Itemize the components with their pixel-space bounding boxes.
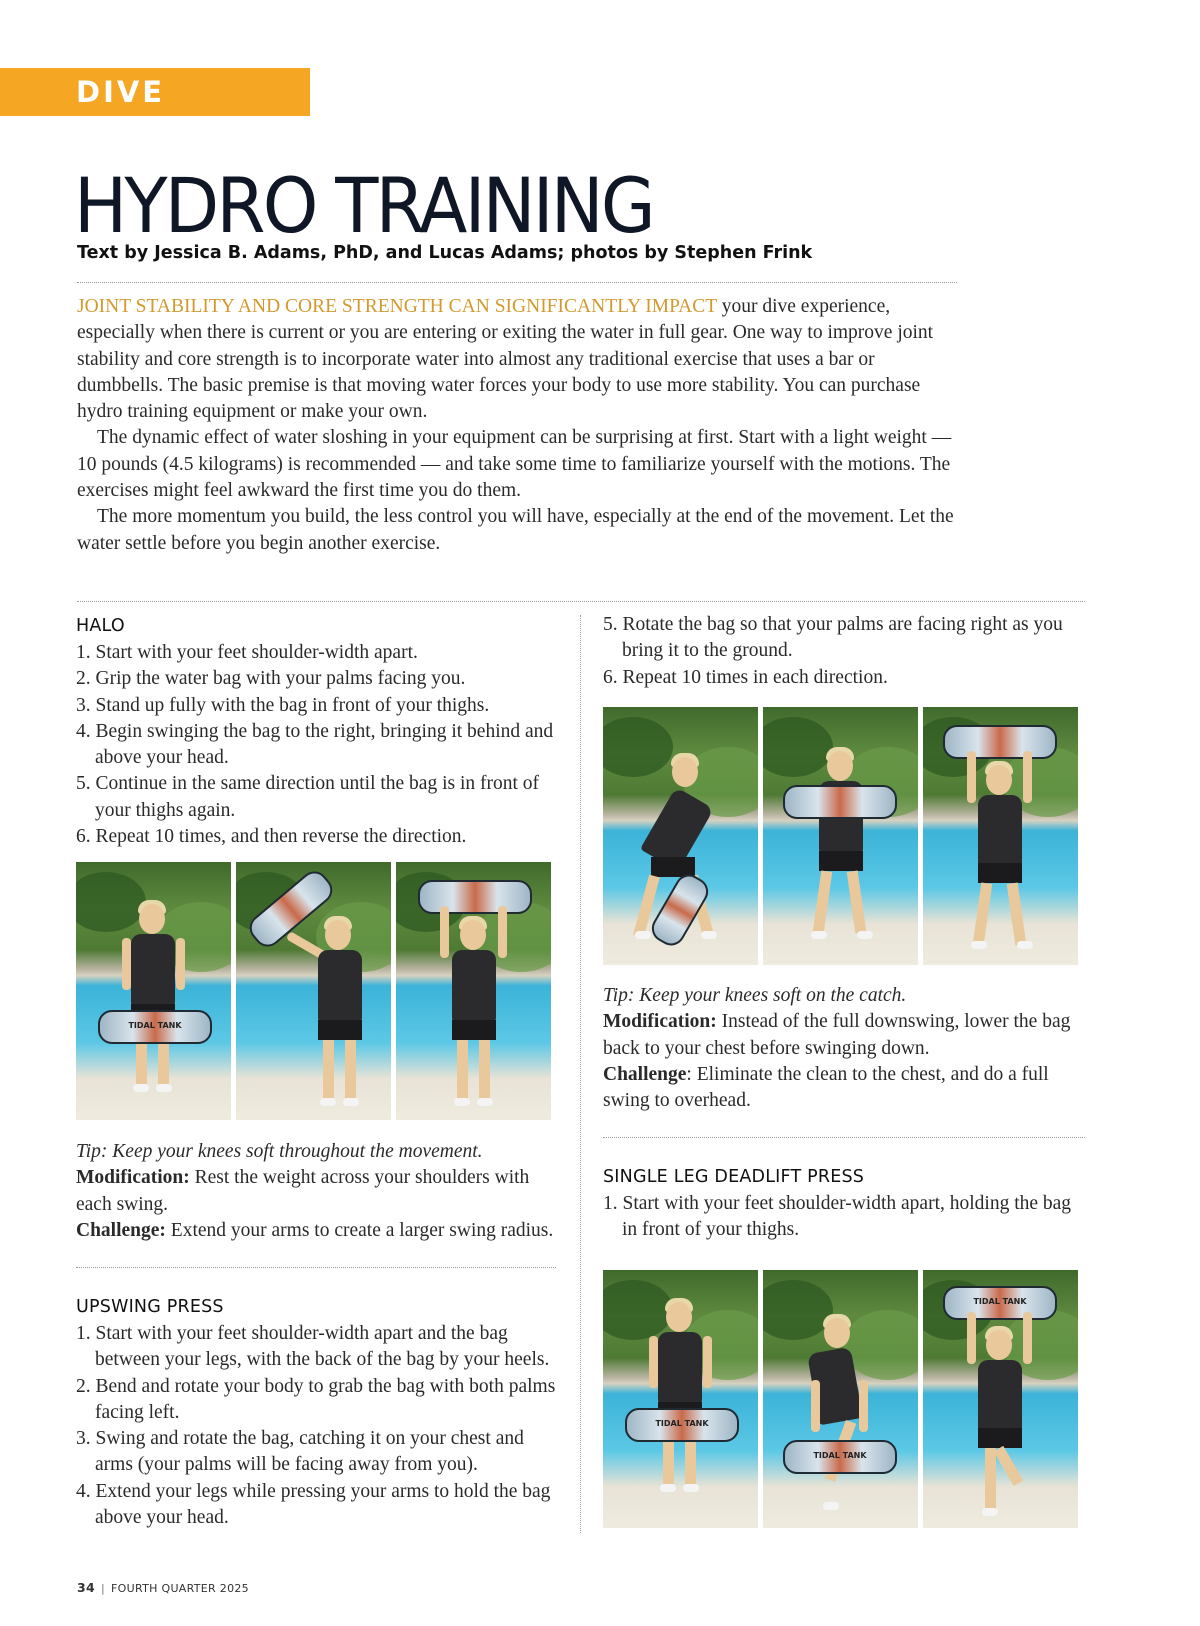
step: 2. Grip the water bag with your palms facing you. (76, 668, 466, 690)
step: 1. Start with your feet shoulder-width apart and the bag between your legs, with the back of the bag by your heels. (76, 1323, 550, 1371)
step: 4. Extend your legs while pressing your arms to hold the bag above your head. (76, 1480, 551, 1529)
page-number: 34 (77, 1580, 95, 1595)
modification: Modification: Rest the weight across your shoulders with each swing. (76, 1167, 530, 1215)
exercise-photo (763, 707, 918, 965)
divider (603, 1137, 1085, 1138)
challenge: Challenge: Eliminate the clean to the chest, and do a full swing to overhead. (603, 1063, 1049, 1112)
step: 3. Swing and rotate the bag, catching it on your chest and arms (your palms will be facing away from you). (76, 1428, 524, 1476)
exercise-photo (923, 1270, 1078, 1528)
water-bag: TIDAL TANK (98, 1010, 212, 1044)
step: 2. Bend and rotate your body to grab the bag with both palms facing left. (76, 1375, 556, 1423)
tip: Tip: Keep your knees soft throughout the movement. (76, 1141, 483, 1162)
exercise-photo (236, 862, 391, 1120)
exercise-title: UPSWING PRESS (76, 1297, 224, 1317)
article-title: HYDRO TRAINING (74, 161, 653, 250)
exercise-photo (396, 862, 551, 1120)
water-bag: TIDAL TANK (783, 1440, 897, 1474)
section-tag: DIVE FITNESS (0, 68, 310, 116)
water-bag (943, 725, 1057, 759)
divider (77, 282, 957, 283)
halo-section (76, 614, 556, 850)
intro-paragraph: The dynamic effect of water sloshing in your equipment can be surprising at first. Start with a light weight — 10 pounds (4.5 kilograms) is recommended — and take some time to familiarize yourself with the motions. The exercises might feel awkward the first time you do them. (77, 427, 952, 502)
tip: Tip: Keep your knees soft on the catch. (603, 985, 907, 1006)
step-list (603, 1191, 1083, 1244)
divider (76, 1267, 556, 1268)
intro-paragraph (77, 294, 957, 425)
exercise-photo (603, 707, 758, 965)
upswing-section (76, 1295, 556, 1531)
intro-paragraph: The more momentum you build, the less control you will have, especially at the end of the movement. Let the water settle before you begin another exercise. (77, 506, 954, 554)
step: 1. Start with your feet shoulder-width apart, holding the bag in front of your thighs. (603, 1193, 1072, 1241)
water-bag (783, 785, 897, 819)
step-list (76, 640, 556, 850)
step: 6. Repeat 10 times in each direction. (603, 666, 888, 688)
byline: Text by Jessica B. Adams, PhD, and Lucas Adams; photos by Stephen Frink (77, 243, 813, 263)
issue-label: FOURTH QUARTER 2025 (111, 1582, 249, 1595)
step: 5. Continue in the same direction until the bag is in front of your thighs again. (76, 773, 540, 821)
halo-photo-strip (76, 862, 551, 1120)
step: 1. Start with your feet shoulder-width apart. (76, 642, 418, 663)
step-list (76, 1321, 556, 1531)
upswing-photo-strip (603, 707, 1078, 965)
modification: Modification: Instead of the full downswing, lower the bag back to your chest before swinging down. (603, 1011, 1071, 1059)
step-list (603, 612, 1073, 691)
divider (77, 601, 1085, 602)
intro (77, 294, 957, 557)
page-footer: 34 | FOURTH QUARTER 2025 (77, 1580, 249, 1595)
water-bag: TIDAL TANK (943, 1286, 1057, 1320)
halo-notes (76, 1139, 556, 1244)
upswing-continued (603, 612, 1073, 691)
exercise-title: SINGLE LEG DEADLIFT PRESS (603, 1167, 865, 1187)
step: 5. Rotate the bag so that your palms are facing right as you bring it to the ground. (603, 614, 1063, 662)
intro-text: your dive experience, especially when there is current or you are entering or exiting the water in full gear. One way to improve joint stability and core strength is to incorporate water into almost any traditional exercise that uses a bar or dumbbells. The basic premise is that moving water forces your body to use more stability. You can purchase hydro training equipment or make your own. (77, 296, 934, 423)
exercise-photo (923, 707, 1078, 965)
water-bag (418, 880, 532, 914)
upswing-notes (603, 983, 1083, 1114)
exercise-photo (76, 862, 231, 1120)
challenge: Challenge: Extend your arms to create a larger swing radius. (76, 1219, 554, 1241)
exercise-photo (763, 1270, 918, 1528)
step: 3. Stand up fully with the bag in front of your thighs. (76, 694, 490, 716)
column-divider (580, 615, 581, 1533)
step: 4. Begin swinging the bag to the right, bringing it behind and above your head. (76, 720, 554, 769)
deadlift-photo-strip (603, 1270, 1078, 1528)
exercise-photo (603, 1270, 758, 1528)
exercise-title: HALO (76, 616, 125, 636)
step: 6. Repeat 10 times, and then reverse the direction. (76, 826, 467, 848)
deadlift-section (603, 1165, 1083, 1244)
water-bag: TIDAL TANK (625, 1408, 739, 1442)
intro-lead: JOINT STABILITY AND CORE STRENGTH CAN SIGNIFICANTLY IMPACT (77, 296, 717, 317)
